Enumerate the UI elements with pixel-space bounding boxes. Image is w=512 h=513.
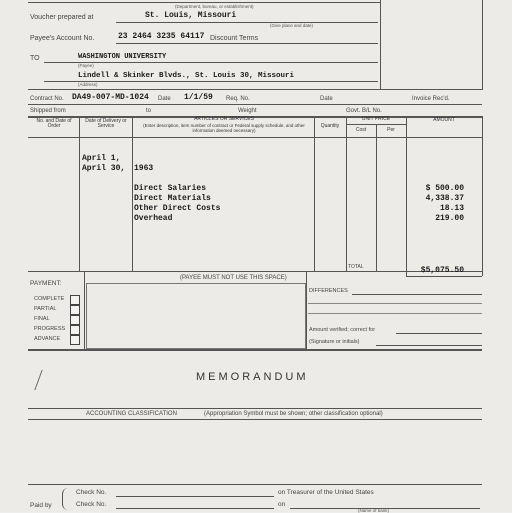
period-year: 1963 <box>134 164 154 173</box>
payee-caption: (Payee) <box>78 63 94 68</box>
check-rule-2 <box>116 508 274 509</box>
prepared-label: Voucher prepared at <box>30 14 94 21</box>
address-caption: (Address) <box>78 82 98 87</box>
account-rule <box>116 43 378 44</box>
on-label: on <box>278 501 286 508</box>
discount-label: Discount Terms <box>210 35 259 42</box>
payee-name: WASHINGTON UNIVERSITY <box>78 53 167 61</box>
col-amount-header: AMOUNT <box>433 117 455 123</box>
office-use-box <box>86 283 306 349</box>
prepared-rule <box>116 22 378 23</box>
paid-by-label: Paid by <box>30 502 52 509</box>
payment-final-checkbox[interactable] <box>70 315 80 325</box>
prepared-value: St. Louis, Missouri <box>145 11 237 20</box>
col-delivery-header: Date of Delivery or Service <box>85 118 127 129</box>
contract-value: DA49-007-MD-1024 <box>72 93 149 102</box>
top-rule <box>28 2 380 3</box>
item-label: Overhead <box>134 214 173 223</box>
bank-caption: (Name of bank) <box>358 508 390 513</box>
col-divider-3 <box>314 116 315 271</box>
place-caption: (Give place and date) <box>270 23 314 28</box>
item-label: Other Direct Costs <box>134 204 221 213</box>
date-value: 1/1/59 <box>184 93 213 102</box>
total-value: $5,075.50 <box>420 266 464 275</box>
payment-option-label: PROGRESS <box>34 326 66 332</box>
period-from: April 1, <box>82 154 121 163</box>
differences-divider <box>306 271 307 349</box>
differences-label: DIFFERENCES <box>309 288 348 294</box>
header-bottom-rule <box>28 89 482 90</box>
signature-label: (Signature or initials) <box>309 339 360 345</box>
right-box-border <box>380 0 381 90</box>
col-articles-header: ARTICLES OR SERVICES <box>194 116 254 122</box>
item-amount: 219.00 <box>435 214 464 223</box>
accounting-label: ACCOUNTING CLASSIFICATION <box>86 411 177 417</box>
payment-progress-checkbox[interactable] <box>70 325 80 335</box>
col-per-header: Per <box>387 127 395 133</box>
accounting-rule <box>28 419 482 420</box>
item-label: Direct Salaries <box>134 184 207 193</box>
payment-advance-checkbox[interactable] <box>70 335 80 345</box>
weight-label: Weight <box>238 108 257 114</box>
total-underline <box>406 276 482 277</box>
item-label: Direct Materials <box>134 194 211 203</box>
check-label: Check No. <box>76 489 107 496</box>
paid-by-brace <box>62 488 69 510</box>
to-label: TO <box>30 55 40 62</box>
col-quantity-header: Quantity <box>320 123 340 129</box>
payment-complete-checkbox[interactable] <box>70 295 80 305</box>
payee-notice: (PAYEE MUST NOT USE THIS SPACE) <box>180 275 287 281</box>
right-box-border-outer <box>482 0 483 90</box>
payment-option-label: COMPLETE <box>34 296 65 302</box>
verified-rule <box>396 333 482 334</box>
account-value: 23 2464 3235 64117 <box>118 32 205 41</box>
payee-rule <box>44 62 378 63</box>
verified-label: Amount verified; correct for <box>309 327 376 333</box>
item-amount: 4,338.37 <box>425 194 464 203</box>
pen-mark <box>34 370 54 390</box>
account-label: Payee's Account No. <box>30 35 95 42</box>
col-divider-1 <box>79 116 80 271</box>
col-cost-header: Cost <box>355 127 367 133</box>
memo-rule <box>28 408 482 409</box>
col-unit-price-header: UNIT PRICE <box>361 116 391 122</box>
dept-caption: (Department, bureau, or establishment) <box>175 4 254 9</box>
memorandum-title: MEMORANDUM <box>196 371 309 383</box>
differences-rule-2 <box>308 303 482 304</box>
contract-label: Contract No. <box>30 96 64 102</box>
gov-label: Govt. B/L No. <box>346 108 382 114</box>
req-label: Req. No. <box>226 96 250 102</box>
payment-option-label: ADVANCE <box>34 336 61 342</box>
payment-divider <box>84 271 85 349</box>
treasurer-label: on Treasurer of the United States <box>278 489 374 496</box>
check-label-2: Check No. <box>76 501 107 508</box>
payment-option-label: PARTIAL <box>34 306 57 312</box>
accounting-note: (Appropriation Symbol must be shown; other classification optional) <box>204 411 383 417</box>
total-label: TOTAL <box>348 264 364 270</box>
signature-rule <box>376 345 482 346</box>
item-amount: $ 500.00 <box>425 184 464 193</box>
payment-partial-checkbox[interactable] <box>70 305 80 315</box>
payment-label: PAYMENT: <box>30 280 62 287</box>
shipped-label: Shipped from <box>30 108 66 114</box>
col-articles-sub: (Enter description, item number of contract or Federal supply schedule, and other information deemed necessary) <box>143 123 305 133</box>
date2-label: Date <box>320 96 333 102</box>
table-right-border <box>482 116 483 276</box>
table-header-rule <box>28 137 482 138</box>
differences-rule <box>352 294 482 295</box>
contract-rule <box>28 104 482 105</box>
item-amount: 18.13 <box>439 204 464 213</box>
shipped-to-label: to <box>146 108 152 114</box>
payment-bottom-rule <box>28 349 482 351</box>
footer-top-rule <box>28 484 482 485</box>
payment-option-label: FINAL <box>34 316 50 322</box>
col-divider-4 <box>346 116 347 271</box>
differences-rule-3 <box>308 313 482 314</box>
col-order-header: No. and Date of Order <box>36 118 72 129</box>
col-divider-2 <box>132 116 133 271</box>
invoice-label: Invoice Rec'd. <box>412 96 450 102</box>
col-divider-5 <box>376 124 377 271</box>
period-to: April 30, <box>82 164 126 173</box>
date-label: Date <box>158 96 171 102</box>
check-rule <box>116 496 274 497</box>
payee-address: Lindell & Skinker Blvds., St. Louis 30, Missouri <box>78 72 295 80</box>
